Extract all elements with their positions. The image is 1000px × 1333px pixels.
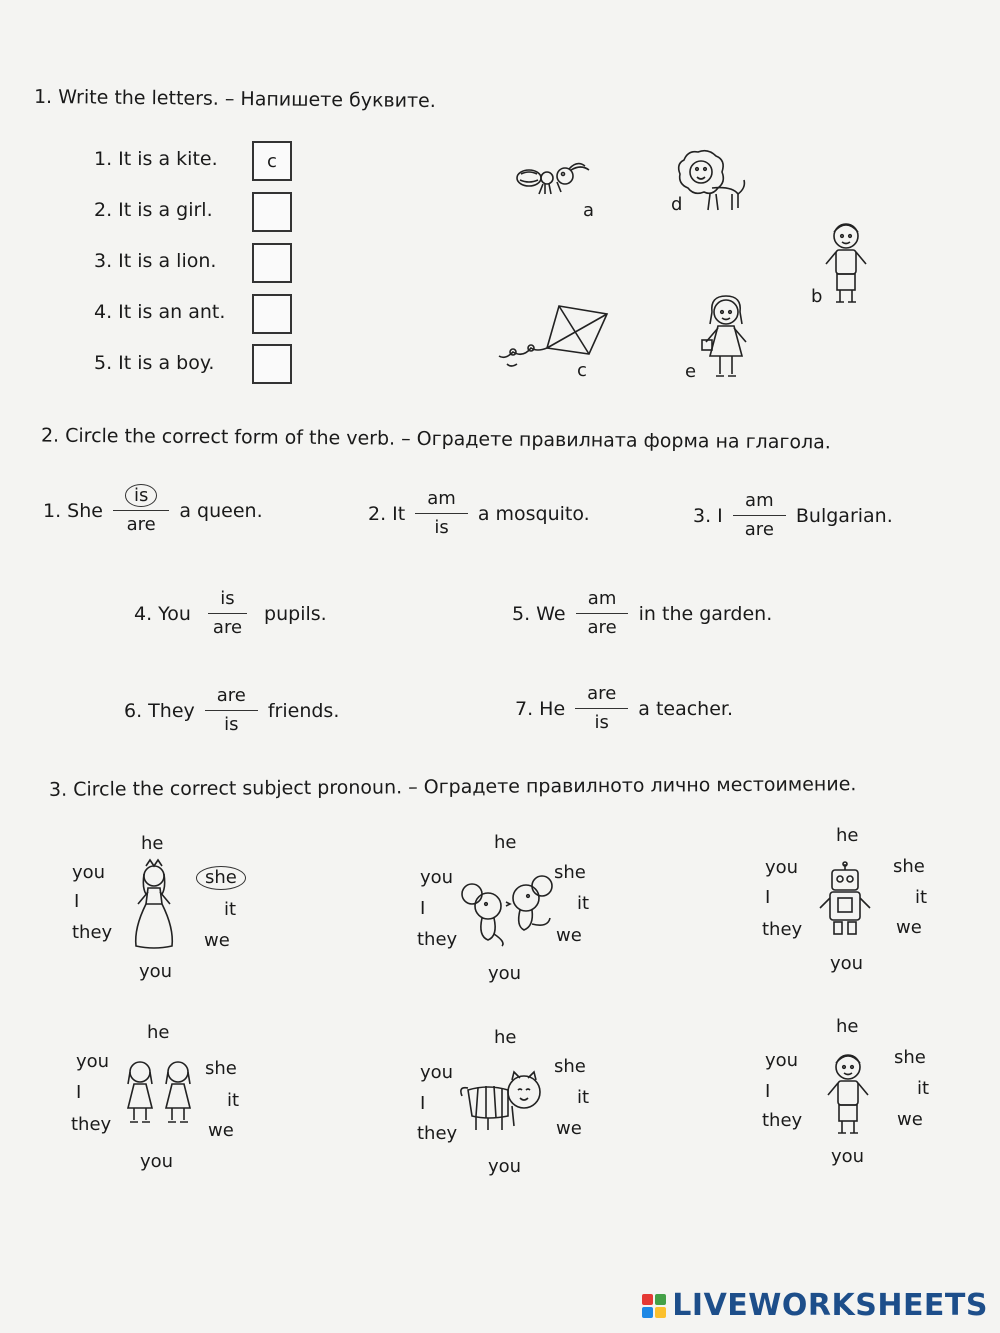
lion-label: d [671,194,683,215]
verb-item-4-option-top[interactable]: is [208,585,246,614]
pronoun-we[interactable]: we [556,1118,582,1139]
pronoun-we[interactable]: we [556,925,582,946]
pronoun-you-left[interactable]: you [420,867,454,888]
verb-item-1-choices [113,482,169,539]
pronoun-it[interactable]: it [915,887,928,908]
pronoun-he[interactable]: he [836,825,859,846]
verb-item-4-suffix: pupils. [264,602,327,625]
verb-item-2-choices [415,485,468,542]
section2-heading: 2. Circle the correct form of the verb. – Оградете правилната форма на глагола. [40,424,831,454]
pronoun-she[interactable]: she [894,1047,926,1068]
pronoun-he[interactable]: he [494,832,517,853]
robot-icon [818,862,872,940]
verb-item-5-prefix: 5. We [512,602,566,625]
verb-item-6-choices [205,682,258,739]
pronoun-you-bottom[interactable]: you [831,1146,865,1167]
pronoun-you-left[interactable]: you [72,862,106,883]
pronoun-she[interactable]: she [196,866,246,890]
q1-item-1: 1. It is a kite. [94,148,218,170]
logo-icon [642,1294,666,1318]
verb-item-1 [43,482,263,539]
pronoun-we[interactable]: we [896,917,922,938]
verb-item-3-choices [733,487,786,544]
pronoun-he[interactable]: he [494,1027,517,1048]
ant-label: a [583,200,595,221]
verb-item-3-prefix: 3. I [693,504,723,527]
pronoun-we[interactable]: we [897,1109,923,1130]
pronoun-she[interactable]: she [554,1056,586,1077]
q1-answer-5[interactable] [252,344,292,384]
verb-item-7-option-bottom[interactable]: is [594,712,609,733]
pronoun-you-left[interactable]: you [420,1062,454,1083]
verb-item-3 [693,487,893,544]
logo-square-4 [655,1307,666,1318]
pronoun-they[interactable]: they [762,919,803,940]
pronoun-we[interactable]: we [204,930,230,951]
pronoun-we[interactable]: we [208,1120,234,1141]
logo-square-3 [642,1307,653,1318]
mice-icon [458,872,558,946]
q1-answer-2[interactable] [252,192,292,232]
girl-icon [700,292,752,382]
boy-icon [822,218,870,306]
verb-item-3-option-bottom[interactable]: are [744,519,774,540]
pronoun-i[interactable]: I [420,1093,426,1114]
pronoun-they[interactable]: they [762,1110,803,1131]
pronoun-you-left[interactable]: you [76,1051,110,1072]
verb-item-3-option-top[interactable]: am [733,487,786,516]
pronoun-you-bottom[interactable]: you [488,963,522,984]
verb-item-1-option-bottom[interactable]: are [126,514,156,535]
verb-item-6-option-top[interactable]: are [205,682,258,711]
q1-item-3: 3. It is a lion. [94,250,217,272]
verb-item-7-choices [575,680,628,737]
q1-item-2: 2. It is a girl. [94,199,213,221]
tiger-icon [458,1066,550,1134]
pronoun-you-bottom[interactable]: you [140,1151,174,1172]
verb-item-2 [368,485,590,542]
pronoun-it[interactable]: it [577,1087,590,1108]
pronoun-he[interactable]: he [147,1022,170,1043]
kite-label: c [577,360,587,381]
pronoun-you-bottom[interactable]: you [830,953,864,974]
pronoun-you-left[interactable]: you [765,1050,799,1071]
verb-item-6-option-bottom[interactable]: is [224,714,239,735]
pronoun-she[interactable]: she [205,1058,237,1079]
section3-heading: 3. Circle the correct subject pronoun. – Оградете правилното лично местоимение. [48,773,857,801]
pronoun-i[interactable]: I [765,887,771,908]
boy-icon [824,1048,872,1138]
verb-item-1-suffix: a queen. [179,499,263,522]
q1-item-5: 5. It is a boy. [94,352,215,374]
verb-item-4-choices [201,585,254,642]
verb-item-2-option-bottom[interactable]: is [434,517,449,538]
pronoun-i[interactable]: I [420,898,426,919]
pronoun-i[interactable]: I [76,1082,82,1103]
pronoun-she[interactable]: she [554,862,586,883]
pronoun-you-bottom[interactable]: you [139,961,173,982]
verb-item-1-option-top[interactable]: is [125,484,157,507]
kite-icon [497,302,612,377]
q1-answer-4[interactable] [252,294,292,334]
verb-item-2-option-top[interactable]: am [415,485,468,514]
verb-item-1-prefix: 1. She [43,499,103,522]
q1-item-4: 4. It is an ant. [94,301,226,323]
pronoun-it[interactable]: it [227,1090,240,1111]
verb-item-7-option-top[interactable]: are [575,680,628,709]
boy-label: b [811,286,823,307]
pronoun-i[interactable]: I [74,891,80,912]
pronoun-it[interactable]: it [577,893,590,914]
q1-answer-3[interactable] [252,243,292,283]
verb-item-2-prefix: 2. It [368,502,406,525]
pronoun-it[interactable]: it [224,899,237,920]
princess-icon [128,858,180,950]
verb-item-6-prefix: 6. They [124,699,195,722]
verb-item-4-option-bottom[interactable]: are [212,617,243,638]
verb-item-4 [134,585,327,642]
verb-item-6-suffix: friends. [267,699,340,722]
verb-item-7 [515,680,733,737]
logo-square-2 [655,1294,666,1305]
pronoun-i[interactable]: I [765,1081,771,1102]
verb-item-5 [512,585,772,642]
verb-item-7-prefix: 7. He [515,697,566,720]
pronoun-it[interactable]: it [917,1078,930,1099]
verb-item-5-suffix: in the garden. [638,602,773,625]
pronoun-they[interactable]: they [417,929,458,950]
verb-item-3-suffix: Bulgarian. [795,504,893,527]
verb-item-5-choices [576,585,629,642]
lion-icon [676,148,748,214]
pronoun-they[interactable]: they [72,922,113,943]
pronoun-they[interactable]: they [417,1123,458,1144]
verb-item-5-option-bottom[interactable]: are [587,617,617,638]
verb-item-2-suffix: a mosquito. [477,502,590,525]
pronoun-she[interactable]: she [893,856,925,877]
pronoun-he[interactable]: he [141,833,164,854]
two-girls-icon [120,1058,200,1126]
verb-item-4-prefix: 4. You [134,602,191,625]
verb-item-7-suffix: a teacher. [638,697,734,720]
verb-item-5-option-top[interactable]: am [576,585,629,614]
pronoun-he[interactable]: he [836,1016,859,1037]
section1-heading: 1. Write the letters. – Напишете буквите. [33,85,436,113]
liveworksheets-logo [642,1288,988,1323]
logo-square-1 [642,1294,653,1305]
ant-icon [515,160,595,200]
verb-item-6 [124,682,339,739]
q1-answer-1[interactable]: c [252,141,292,181]
girl-label: e [685,361,697,382]
pronoun-they[interactable]: they [71,1114,112,1135]
logo-text: LIVEWORKSHEETS [672,1288,988,1323]
pronoun-you-bottom[interactable]: you [488,1156,522,1177]
pronoun-you-left[interactable]: you [765,857,799,878]
